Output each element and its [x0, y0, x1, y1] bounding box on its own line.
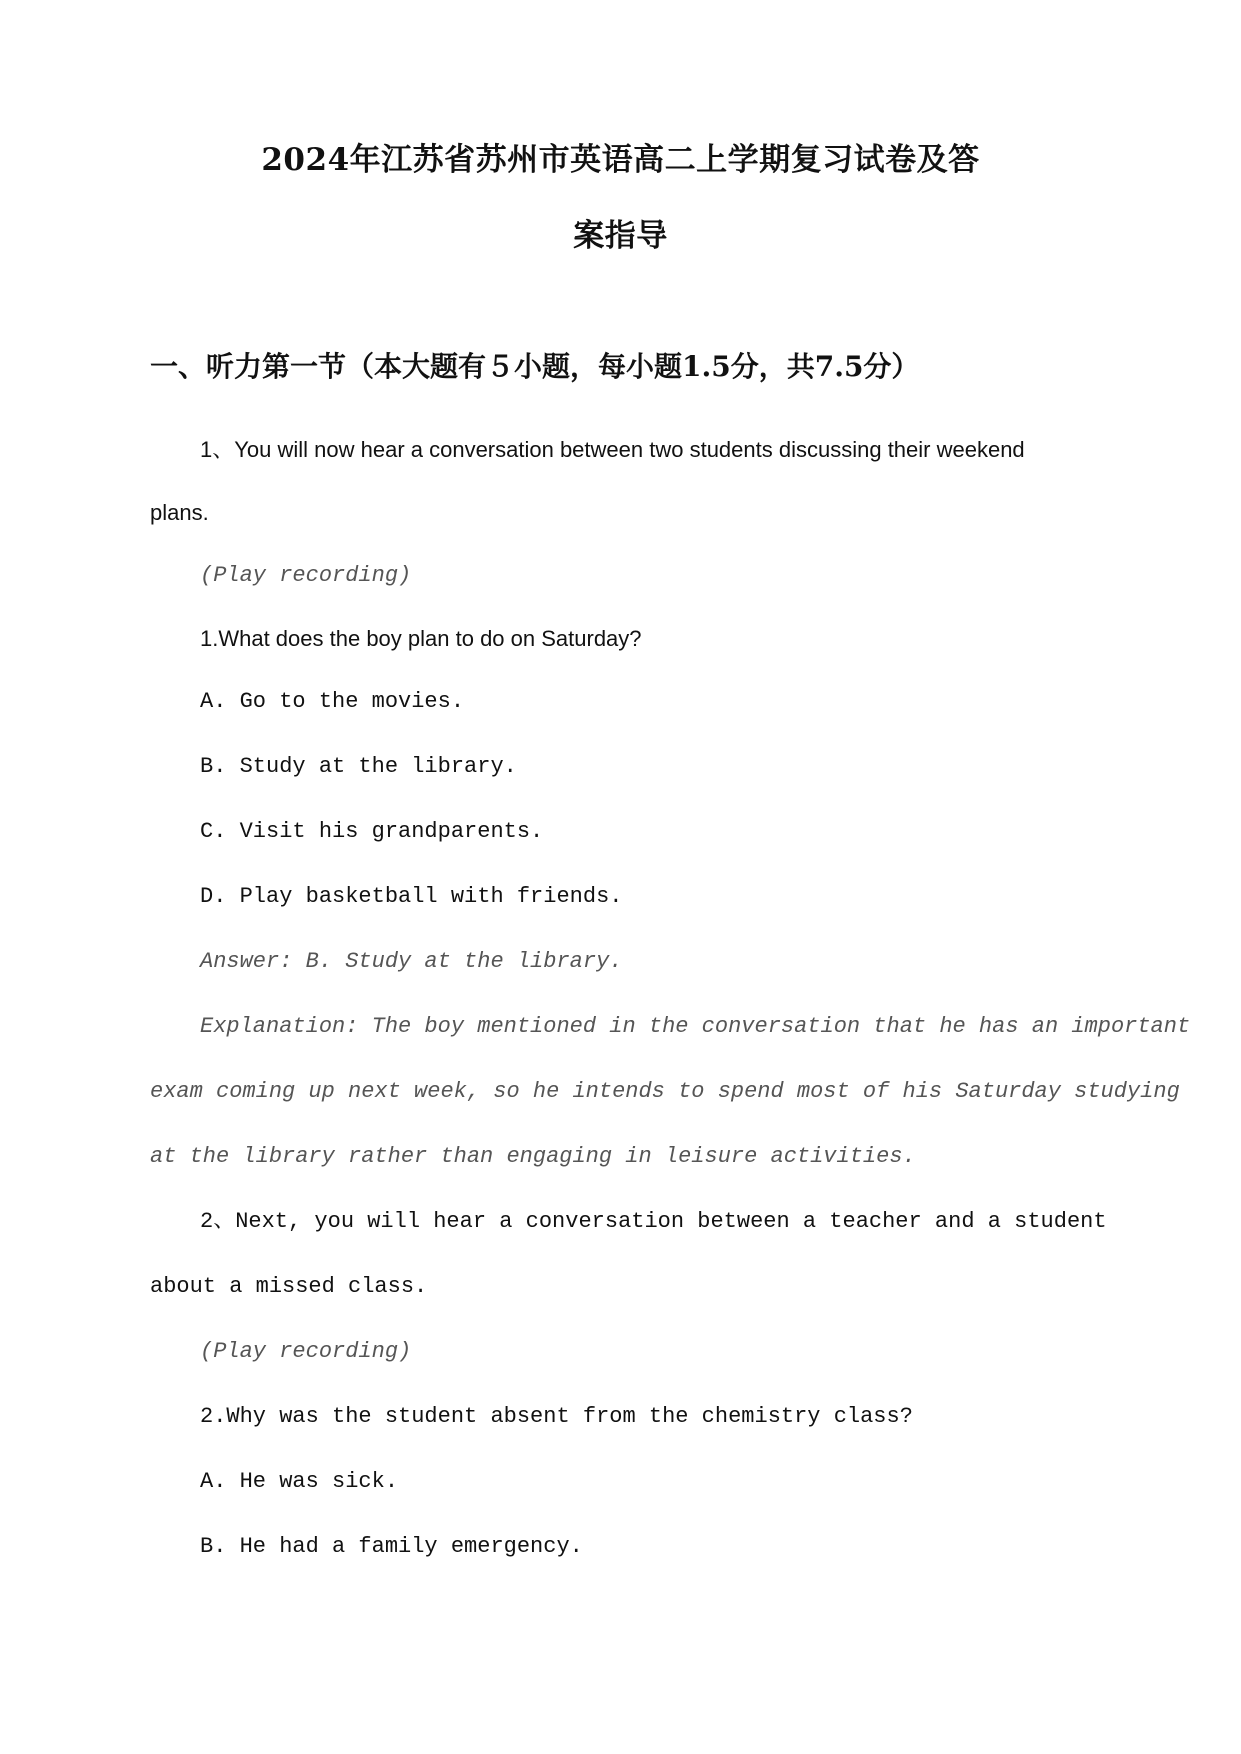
q1-intro-line-2: plans. [150, 500, 209, 525]
q2-intro-line-1: 2、Next, you will hear a conversation between a teacher and a student [200, 1209, 1107, 1234]
q1-option-d: D. Play basketball with friends. [200, 884, 623, 909]
q1-intro-line-1: 1、You will now hear a conversation between two students discussing their weekend [200, 437, 1025, 462]
q1-explanation-line-2: exam coming up next week, so he intends to spend most of his Saturday studying [150, 1079, 1180, 1104]
section-heading: 一、听力第一节（本大题有５小题，每小题1.5分，共7.5分） [150, 350, 920, 383]
q2-play-recording: (Play recording) [200, 1339, 412, 1364]
q1-play-recording: (Play recording) [200, 563, 412, 588]
q1-explanation-line-3: at the library rather than engaging in leisure activities. [150, 1144, 916, 1169]
q2-option-b: B. He had a family emergency. [200, 1534, 583, 1559]
document-title-line-1: 2024年江苏省苏州市英语高二上学期复习试卷及答 [261, 142, 980, 178]
q1-explanation-line-1: Explanation: The boy mentioned in the conversation that he has an important [200, 1014, 1191, 1039]
q1-answer: Answer: B. Study at the library. [200, 949, 623, 974]
q1-question: 1.What does the boy plan to do on Saturday? [200, 626, 642, 651]
q1-option-b: B. Study at the library. [200, 754, 517, 779]
q1-option-c: C. Visit his grandparents. [200, 819, 544, 844]
q2-question: 2.Why was the student absent from the chemistry class? [200, 1404, 913, 1429]
document-title-line-2: 案指导 [573, 218, 668, 254]
q2-option-a: A. He was sick. [200, 1469, 399, 1494]
q2-intro-line-2: about a missed class. [150, 1274, 428, 1299]
q1-option-a: A. Go to the movies. [200, 689, 465, 714]
